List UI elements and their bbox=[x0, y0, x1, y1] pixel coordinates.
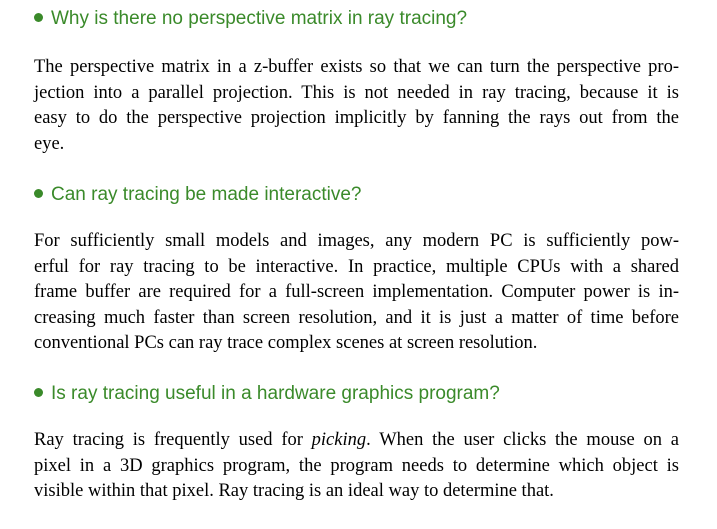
bullet-icon bbox=[34, 13, 43, 22]
answer-text: Ray tracing is frequently used for bbox=[34, 430, 312, 450]
question-text: Why is there no perspective matrix in ray tracing? bbox=[51, 8, 468, 29]
bullet-icon bbox=[34, 189, 43, 198]
answer-line bbox=[34, 428, 679, 454]
answer-line: erful for ray tracing to be interactive. In practice, multiple CPUs with a shared bbox=[34, 256, 679, 277]
answer-line: conventional PCs can ray trace complex scenes at screen resolution. bbox=[34, 333, 538, 353]
answer-text: . When the user clicks the mouse on a bbox=[366, 430, 679, 450]
answer-line: frame buffer are required for a full-screen implementation. Computer power is in- bbox=[34, 282, 679, 302]
question-text: Can ray tracing be made interactive? bbox=[51, 184, 362, 205]
answer-line: creasing much faster than screen resolution, and it is just a matter of time before bbox=[34, 307, 679, 328]
answer-line: eye. bbox=[34, 133, 65, 154]
faq-answer-1 bbox=[34, 55, 679, 157]
faq-question-3 bbox=[34, 382, 500, 406]
answer-line: pixel in a 3D graphics program, the program needs to determine which object is bbox=[34, 455, 679, 476]
faq-answer-2 bbox=[34, 229, 679, 357]
answer-line: jection into a parallel projection. This is not needed in ray tracing, because it is bbox=[34, 82, 679, 103]
question-text: Is ray tracing useful in a hardware graphics program? bbox=[51, 383, 500, 404]
bullet-icon bbox=[34, 388, 43, 397]
answer-line: easy to do the perspective projection implicitly by fanning the rays out from the bbox=[34, 108, 679, 128]
answer-line: visible within that pixel. Ray tracing is an ideal way to determine that. bbox=[34, 481, 554, 501]
faq-answer-3 bbox=[34, 428, 679, 505]
answer-line: The perspective matrix in a z-buffer exists so that we can turn the perspective pro- bbox=[34, 57, 679, 77]
faq-question-1 bbox=[34, 7, 467, 31]
emphasis-term: picking bbox=[311, 430, 367, 450]
answer-line: For sufficiently small models and images, any modern PC is sufficiently pow- bbox=[34, 231, 679, 251]
faq-question-2 bbox=[34, 183, 362, 207]
